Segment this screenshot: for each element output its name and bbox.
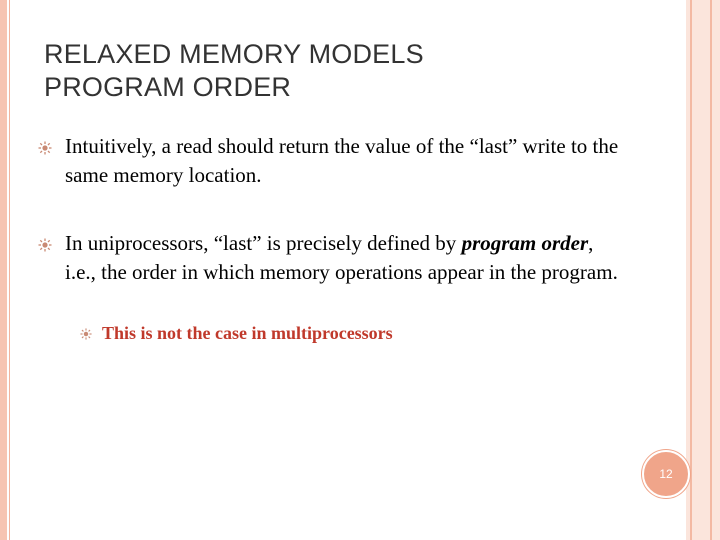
bullet-item (38, 229, 628, 287)
bullet-text-pre: In uniprocessors, “last” is precisely defined by (65, 231, 462, 255)
sun-bullet-icon (38, 141, 52, 155)
slide-title (44, 38, 644, 104)
title-line-1: RELAXED MEMORY MODELS (44, 39, 424, 69)
left-border-band (0, 0, 7, 540)
bullet-text: Intuitively, a read should return the value of the “last” write to the same memory location. (65, 134, 619, 187)
title-line-2: PROGRAM ORDER (44, 72, 292, 102)
right-border-line (710, 0, 712, 540)
right-border-line (690, 0, 692, 540)
bullet-emphasis: program order (461, 231, 589, 255)
sun-bullet-icon (38, 238, 52, 252)
bullet-item (38, 132, 628, 190)
left-border-line (9, 0, 10, 540)
page-number-badge (642, 450, 690, 498)
bullet-text (65, 229, 628, 287)
bullet-text-post: , i.e., the order in which memory operations appear in the program. (65, 231, 618, 284)
sun-bullet-icon (80, 328, 92, 340)
page-number: 12 (659, 467, 673, 481)
sub-bullet-text: This is not the case in multiprocessors (102, 323, 393, 343)
sub-bullet-item (80, 320, 600, 346)
